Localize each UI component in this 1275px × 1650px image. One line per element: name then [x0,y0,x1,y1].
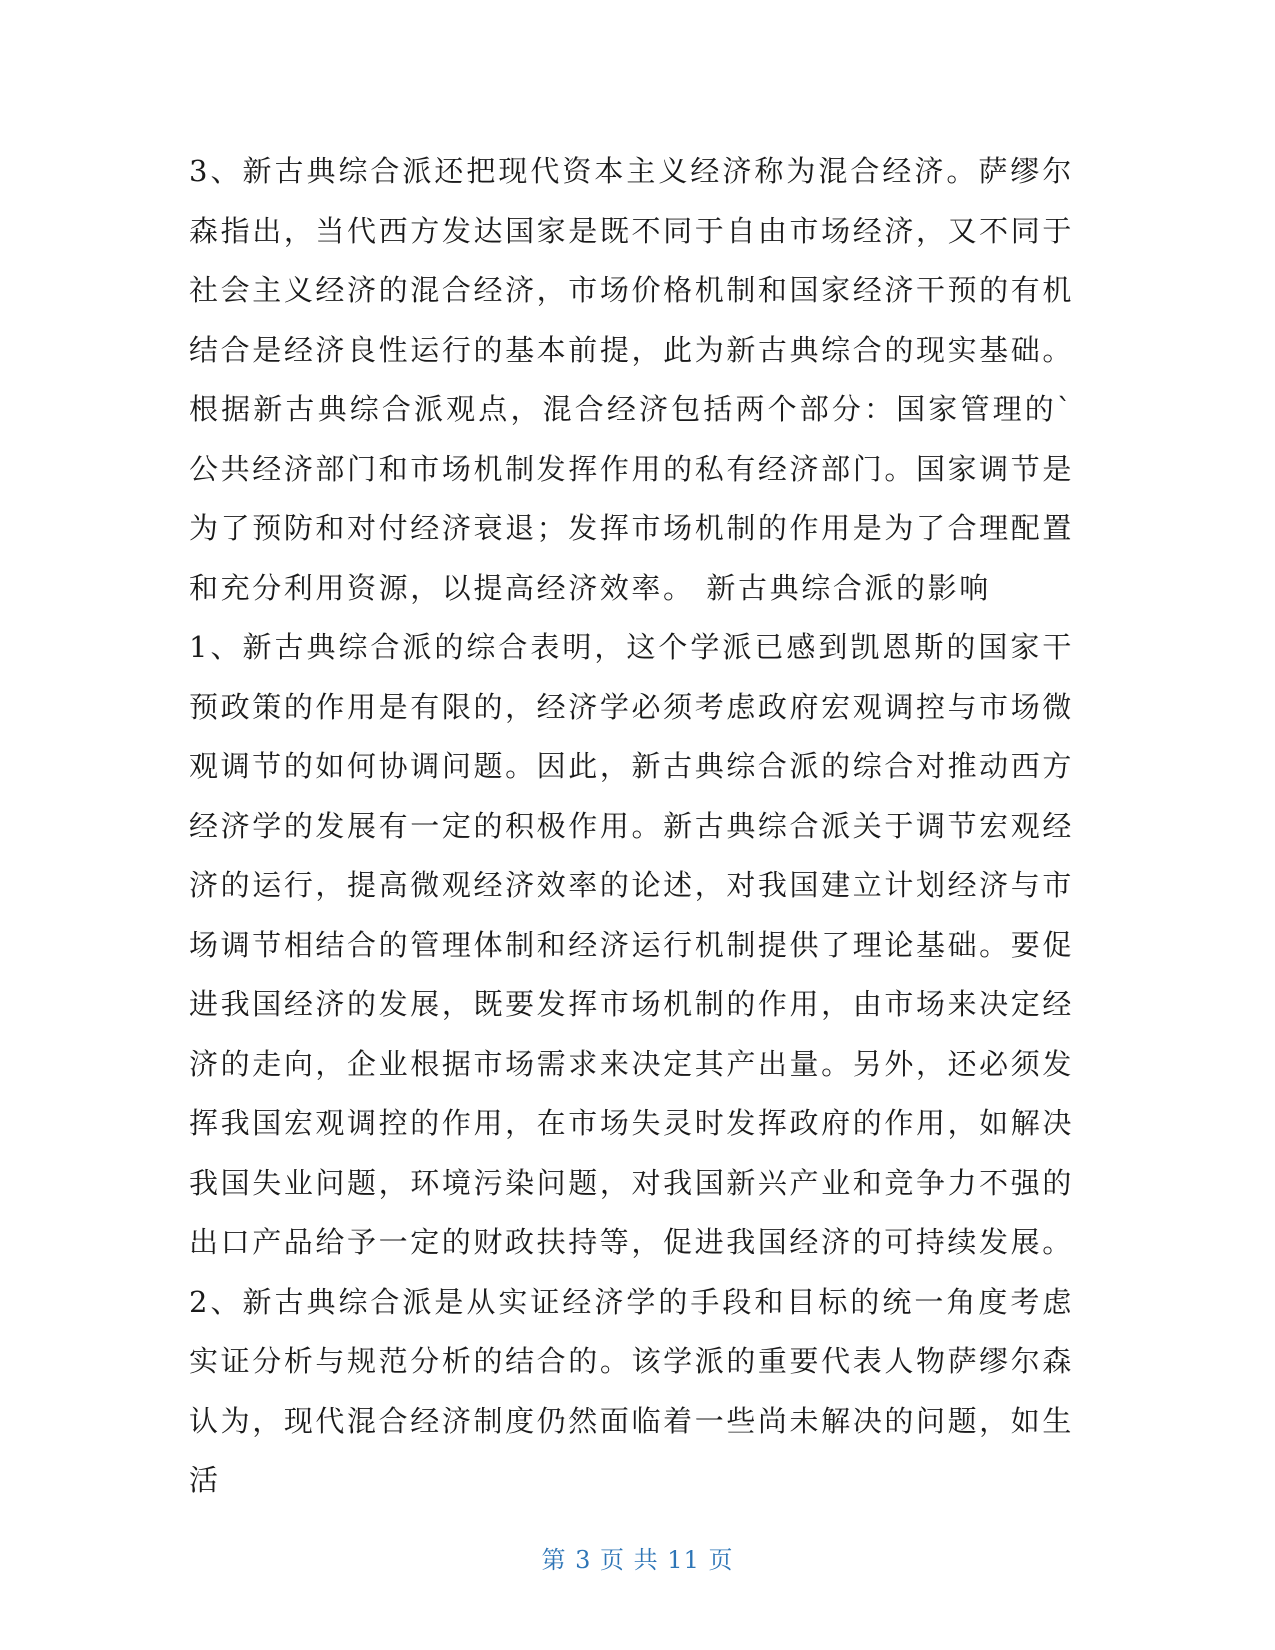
page-footer [0,1540,1275,1575]
document-body [189,142,1074,1511]
page-number-label: 第 3 页 共 11 页 [541,1546,734,1574]
paragraph-1: 3、新古典综合派还把现代资本主义经济称为混合经济。萨缪尔森指出，当代西方发达国家是既不同于自由市场经济，又不同于社会主义经济的混合经济，市场价格机制和国家经济干预的有机结合是经济良性运行的基本前提，此为新古典综合的现实基础。根据新古典综合派观点，混合经济包括两个部分：国家管理的`公共经济部门和市场机制发挥作用的私有经济部门。国家调节是为了预防和对付经济衰退；发挥市场机制的作用是为了合理配置和充分利用资源，以提高经济效率。 新古典综合派的影响 [189,154,1074,605]
paragraph-2: 1、新古典综合派的综合表明，这个学派已感到凯恩斯的国家干预政策的作用是有限的，经济学必须考虑政府宏观调控与市场微观调节的如何协调问题。因此，新古典综合派的综合对推动西方经济学的发展有一定的积极作用。新古典综合派关于调节宏观经济的运行，提高微观经济效率的论述，对我国建立计划经济与市场调节相结合的管理体制和经济运行机制提供了理论基础。要促进我国经济的发展，既要发挥市场机制的作用，由市场来决定经济的走向，企业根据市场需求来决定其产出量。另外，还必须发挥我国宏观调控的作用，在市场失灵时发挥政府的作用，如解决我国失业问题，环境污染问题，对我国新兴产业和竞争力不强的出口产品给予一定的财政扶持等，促进我国经济的可持续发展。 [189,630,1074,1259]
paragraph-3: 2、新古典综合派是从实证经济学的手段和目标的统一角度考虑实证分析与规范分析的结合的。该学派的重要代表人物萨缪尔森认为，现代混合经济制度仍然面临着一些尚未解决的问题，如生活 [189,1284,1074,1497]
